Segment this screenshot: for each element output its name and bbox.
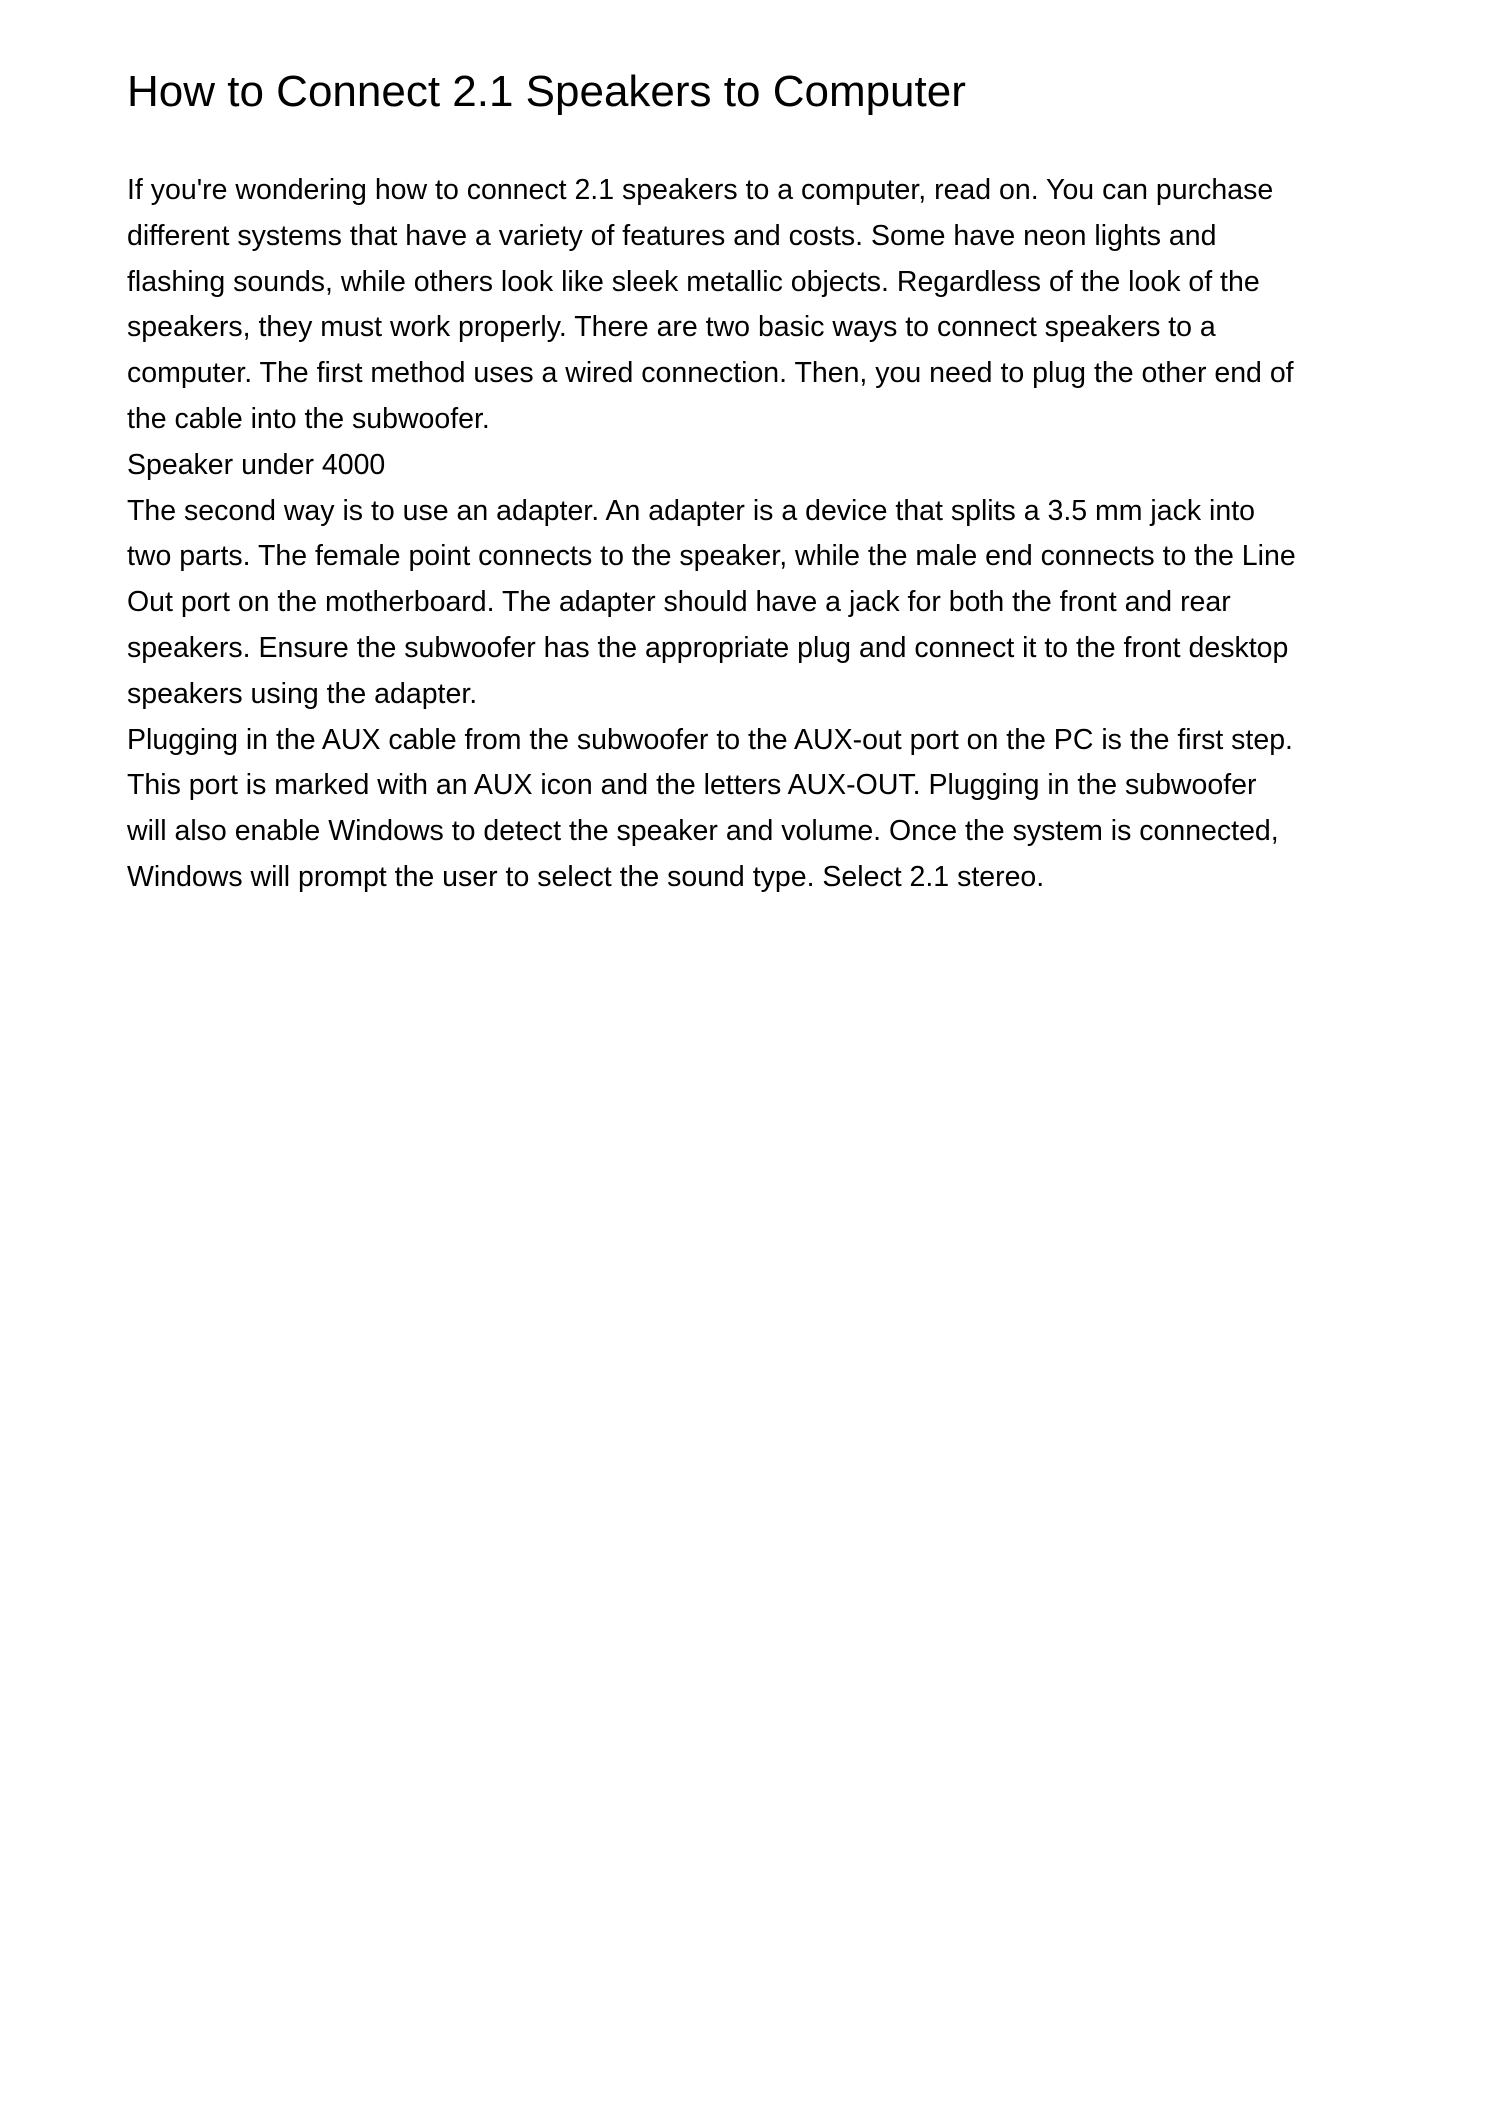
text-line: Windows will prompt the user to select the sound type. Select 2.1 stereo.	[127, 860, 1045, 893]
text-line: will also enable Windows to detect the speaker and volume. Once the system is connected,	[127, 815, 1279, 848]
text-line: speakers. Ensure the subwoofer has the appropriate plug and connect it to the front desktop	[127, 631, 1289, 664]
paragraph-intro	[127, 168, 1296, 443]
text-line: flashing sounds, while others look like sleek metallic objects. Regardless of the look of the	[127, 265, 1260, 298]
paragraph-adapter	[127, 489, 1296, 718]
text-line: two parts. The female point connects to the speaker, while the male end connects to the Line	[127, 540, 1296, 573]
page-title: How to Connect 2.1 Speakers to Computer	[127, 67, 966, 116]
text-line: Out port on the motherboard. The adapter should have a jack for both the front and rear	[127, 586, 1231, 619]
paragraph-aux	[127, 718, 1296, 901]
text-line: speakers, they must work properly. There are two basic ways to connect speakers to a	[127, 311, 1216, 344]
text-line: The second way is to use an adapter. An adapter is a device that splits a 3.5 mm jack into	[127, 494, 1255, 527]
paragraph-subheading	[127, 443, 1296, 489]
text-line: If you're wondering how to connect 2.1 speakers to a computer, read on. You can purchase	[127, 174, 1274, 206]
text-line: speakers using the adapter.	[127, 677, 478, 710]
text-line: Speaker under 4000	[127, 448, 386, 481]
text-line: This port is marked with an AUX icon and the letters AUX-OUT. Plugging in the subwoofer	[127, 769, 1257, 802]
text-line: computer. The first method uses a wired connection. Then, you need to plug the other end of	[127, 357, 1294, 390]
document-body	[127, 168, 1296, 901]
text-line: Plugging in the AUX cable from the subwoofer to the AUX-out port on the PC is the first step.	[127, 723, 1293, 756]
text-line: the cable into the subwoofer.	[127, 402, 490, 435]
text-line: different systems that have a variety of features and costs. Some have neon lights and	[127, 219, 1217, 252]
